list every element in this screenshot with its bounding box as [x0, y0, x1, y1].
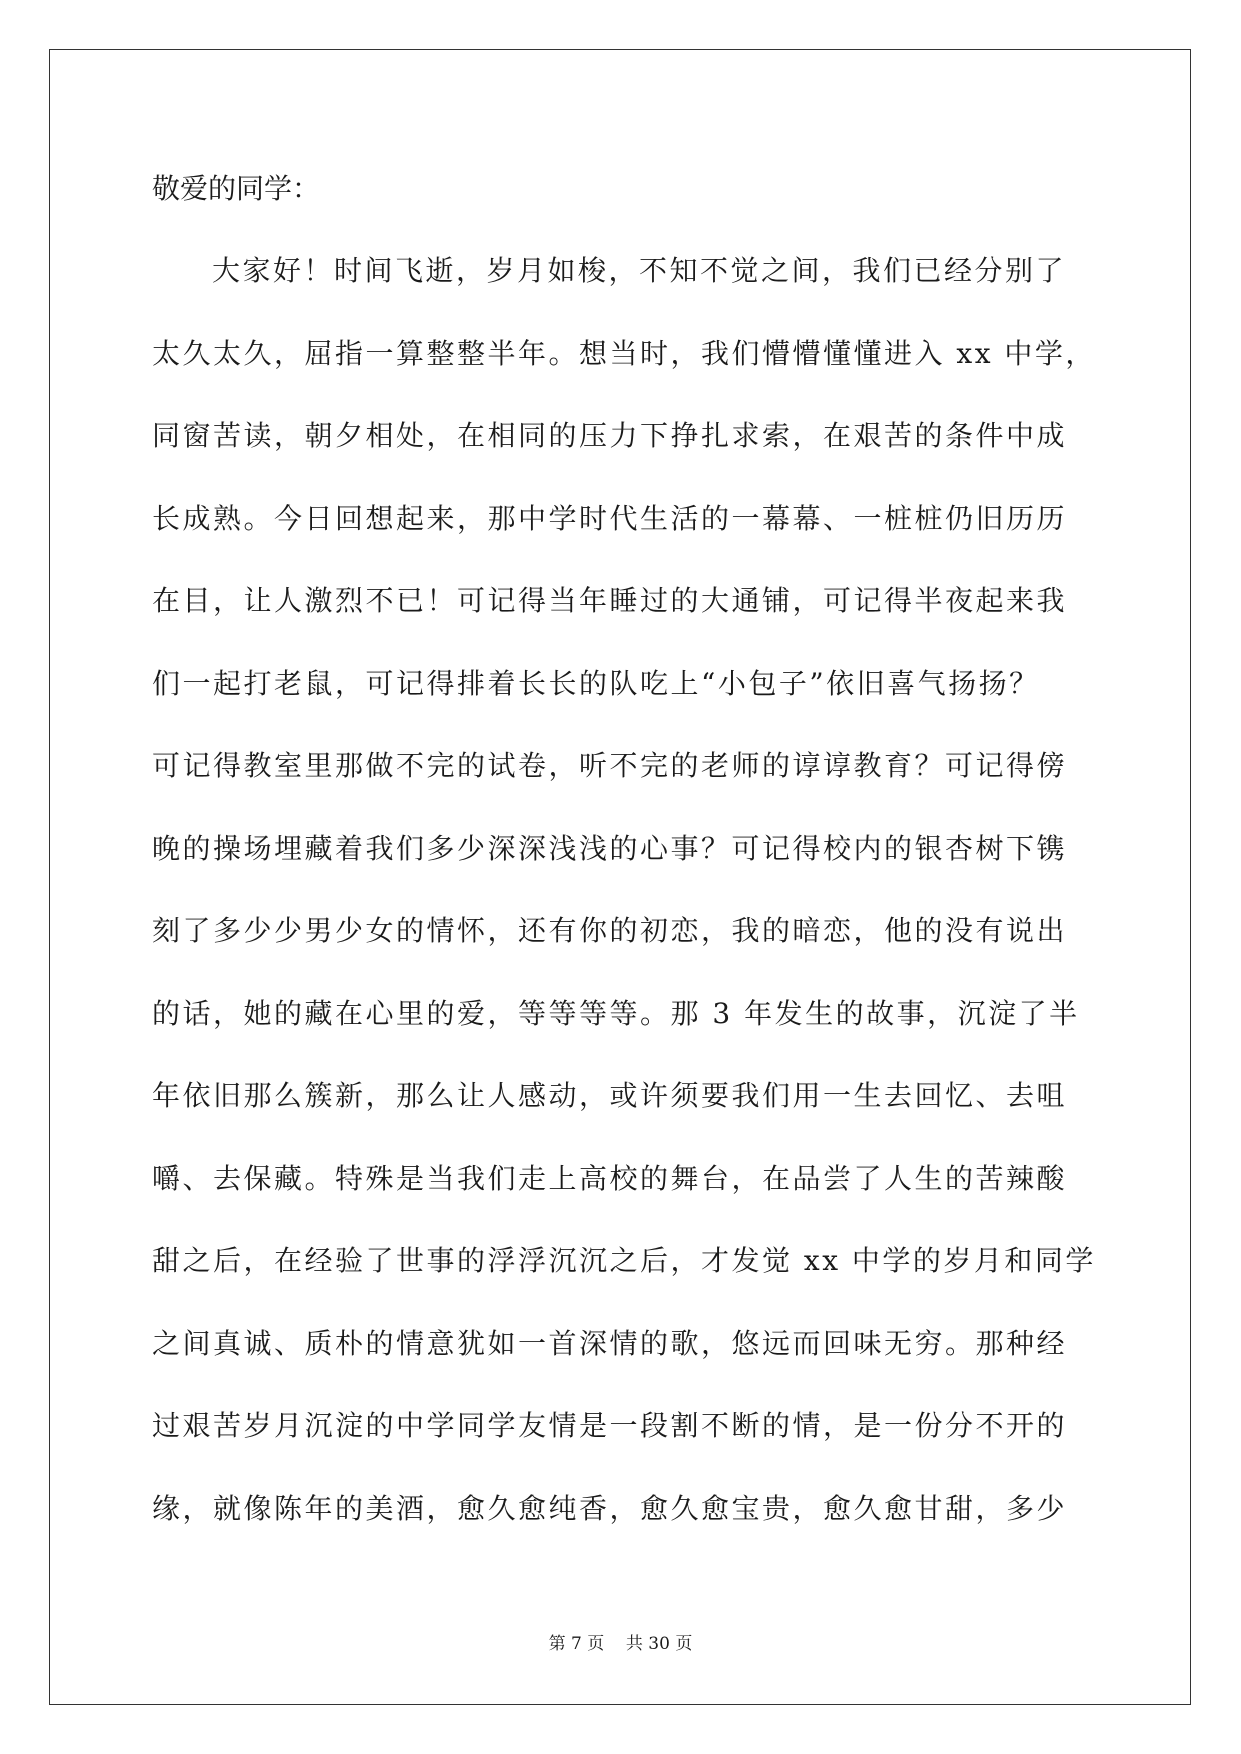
paragraph-line: 过艰苦岁月沉淀的中学同学友情是一段割不断的情，是一份分不开的 — [152, 1409, 1068, 1442]
page-footer — [0, 1632, 1241, 1656]
document-body — [152, 148, 1096, 1550]
paragraph-line: 同窗苦读，朝夕相处，在相同的压力下挣扎求索，在艰苦的条件中成 — [152, 419, 1068, 452]
page-total: 共 30 页 — [625, 1634, 693, 1654]
paragraph-line: 的话，她的藏在心里的爱，等等等等。那 3 年发生的故事，沉淀了半 — [152, 996, 1080, 1030]
salutation: 敬爱的同学： — [152, 172, 321, 205]
paragraph-line: 晚的操场埋藏着我们多少深深浅浅的心事？可记得校内的银杏树下镌 — [152, 831, 1068, 865]
paragraph-line: 们一起打老鼠，可记得排着长长的队吃上“小包子”依旧喜气扬扬？ — [152, 666, 1040, 700]
paragraph-line: 大家好！时间飞逝，岁月如梭，不知不觉之间，我们已经分别了 — [212, 254, 1067, 287]
paragraph-line: 嚼、去保藏。特殊是当我们走上高校的舞台，在品尝了人生的苦辣酸 — [152, 1161, 1068, 1195]
paragraph-line: 刻了多少少男少女的情怀，还有你的初恋，我的暗恋，他的没有说出 — [152, 914, 1068, 947]
paragraph-line: 缘，就像陈年的美酒，愈久愈纯香，愈久愈宝贵，愈久愈甘甜，多少 — [152, 1491, 1068, 1525]
paragraph-line: 可记得教室里那做不完的试卷，听不完的老师的谆谆教育？可记得傍 — [152, 749, 1068, 782]
page-number: 第 7 页 — [548, 1634, 605, 1654]
paragraph-line: 太久太久，屈指一算整整半年。想当时，我们懵懵懂懂进入 xx 中学， — [152, 336, 1096, 370]
paragraph-line: 甜之后，在经验了世事的浮浮沉沉之后，才发觉 xx 中学的岁月和同学 — [152, 1244, 1096, 1277]
paragraph-line: 长成熟。今日回想起来，那中学时代生活的一幕幕、一桩桩仍旧历历 — [152, 501, 1068, 535]
paragraph-line: 年依旧那么簇新，那么让人感动，或许须要我们用一生去回忆、去咀 — [152, 1079, 1068, 1112]
paragraph-line: 之间真诚、质朴的情意犹如一首深情的歌，悠远而回味无穷。那种经 — [152, 1326, 1068, 1360]
paragraph-line: 在目，让人激烈不已！可记得当年睡过的大通铺，可记得半夜起来我 — [152, 584, 1068, 617]
